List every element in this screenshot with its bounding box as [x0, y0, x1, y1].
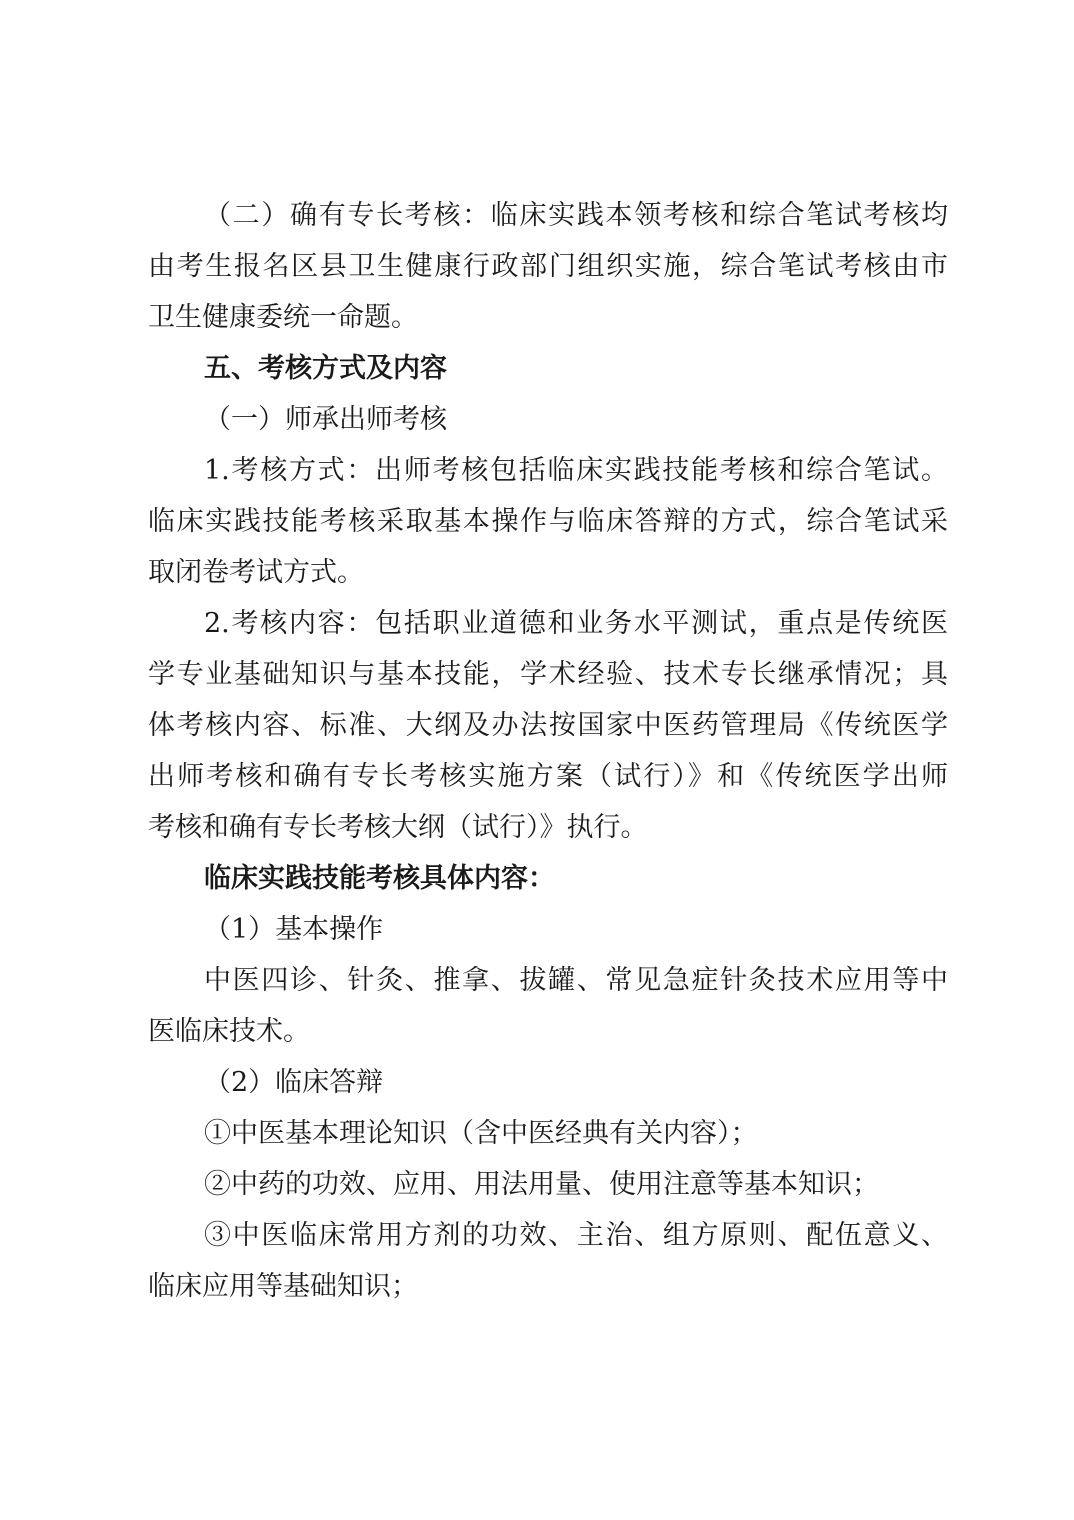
- item-heading: （2）临床答辩: [204, 1067, 384, 1098]
- section-heading: 五、考核方式及内容: [204, 353, 447, 384]
- paragraph-line: 由考生报名区县卫生健康行政部门组织实施，综合笔试考核由市: [148, 251, 948, 282]
- paragraph-line: 临床实践技能考核采取基本操作与临床答辩的方式，综合笔试采: [148, 506, 948, 537]
- paragraph-line: 卫生健康委统一命题。: [148, 302, 418, 333]
- list-item: ③中医临床常用方剂的功效、主治、组方原则、配伍意义、: [204, 1220, 948, 1251]
- paragraph-line: （二）确有专长考核：临床实践本领考核和综合笔试考核均: [204, 200, 948, 231]
- paragraph-line: 出师考核和确有专长考核实施方案（试行）》和《传统医学出师: [148, 761, 948, 792]
- document-body: [148, 190, 948, 1312]
- list-item: ②中药的功效、应用、用法用量、使用注意等基本知识；: [204, 1169, 879, 1200]
- list-item-continuation: 临床应用等基础知识；: [148, 1271, 418, 1302]
- list-item: ①中医基本理论知识（含中医经典有关内容）；: [204, 1118, 758, 1149]
- paragraph-line: 体考核内容、标准、大纲及办法按国家中医药管理局《传统医学: [148, 710, 948, 741]
- paragraph-line: 考核和确有专长考核大纲（试行）》执行。: [148, 812, 648, 843]
- paragraph-line: 学专业基础知识与基本技能，学术经验、技术专长继承情况；具: [148, 659, 948, 690]
- paragraph-line: 1.考核方式：出师考核包括临床实践技能考核和综合笔试。: [204, 455, 948, 486]
- item-heading: （1）基本操作: [204, 914, 384, 945]
- paragraph-line: 2.考核内容：包括职业道德和业务水平测试，重点是传统医: [204, 608, 948, 639]
- paragraph-line: 取闭卷考试方式。: [148, 557, 364, 588]
- bold-heading: 临床实践技能考核具体内容：: [204, 863, 555, 894]
- paragraph-line: 中医四诊、针灸、推拿、拔罐、常见急症针灸技术应用等中: [204, 965, 948, 996]
- paragraph-line: 医临床技术。: [148, 1016, 310, 1047]
- subsection-heading: （一）师承出师考核: [204, 404, 447, 435]
